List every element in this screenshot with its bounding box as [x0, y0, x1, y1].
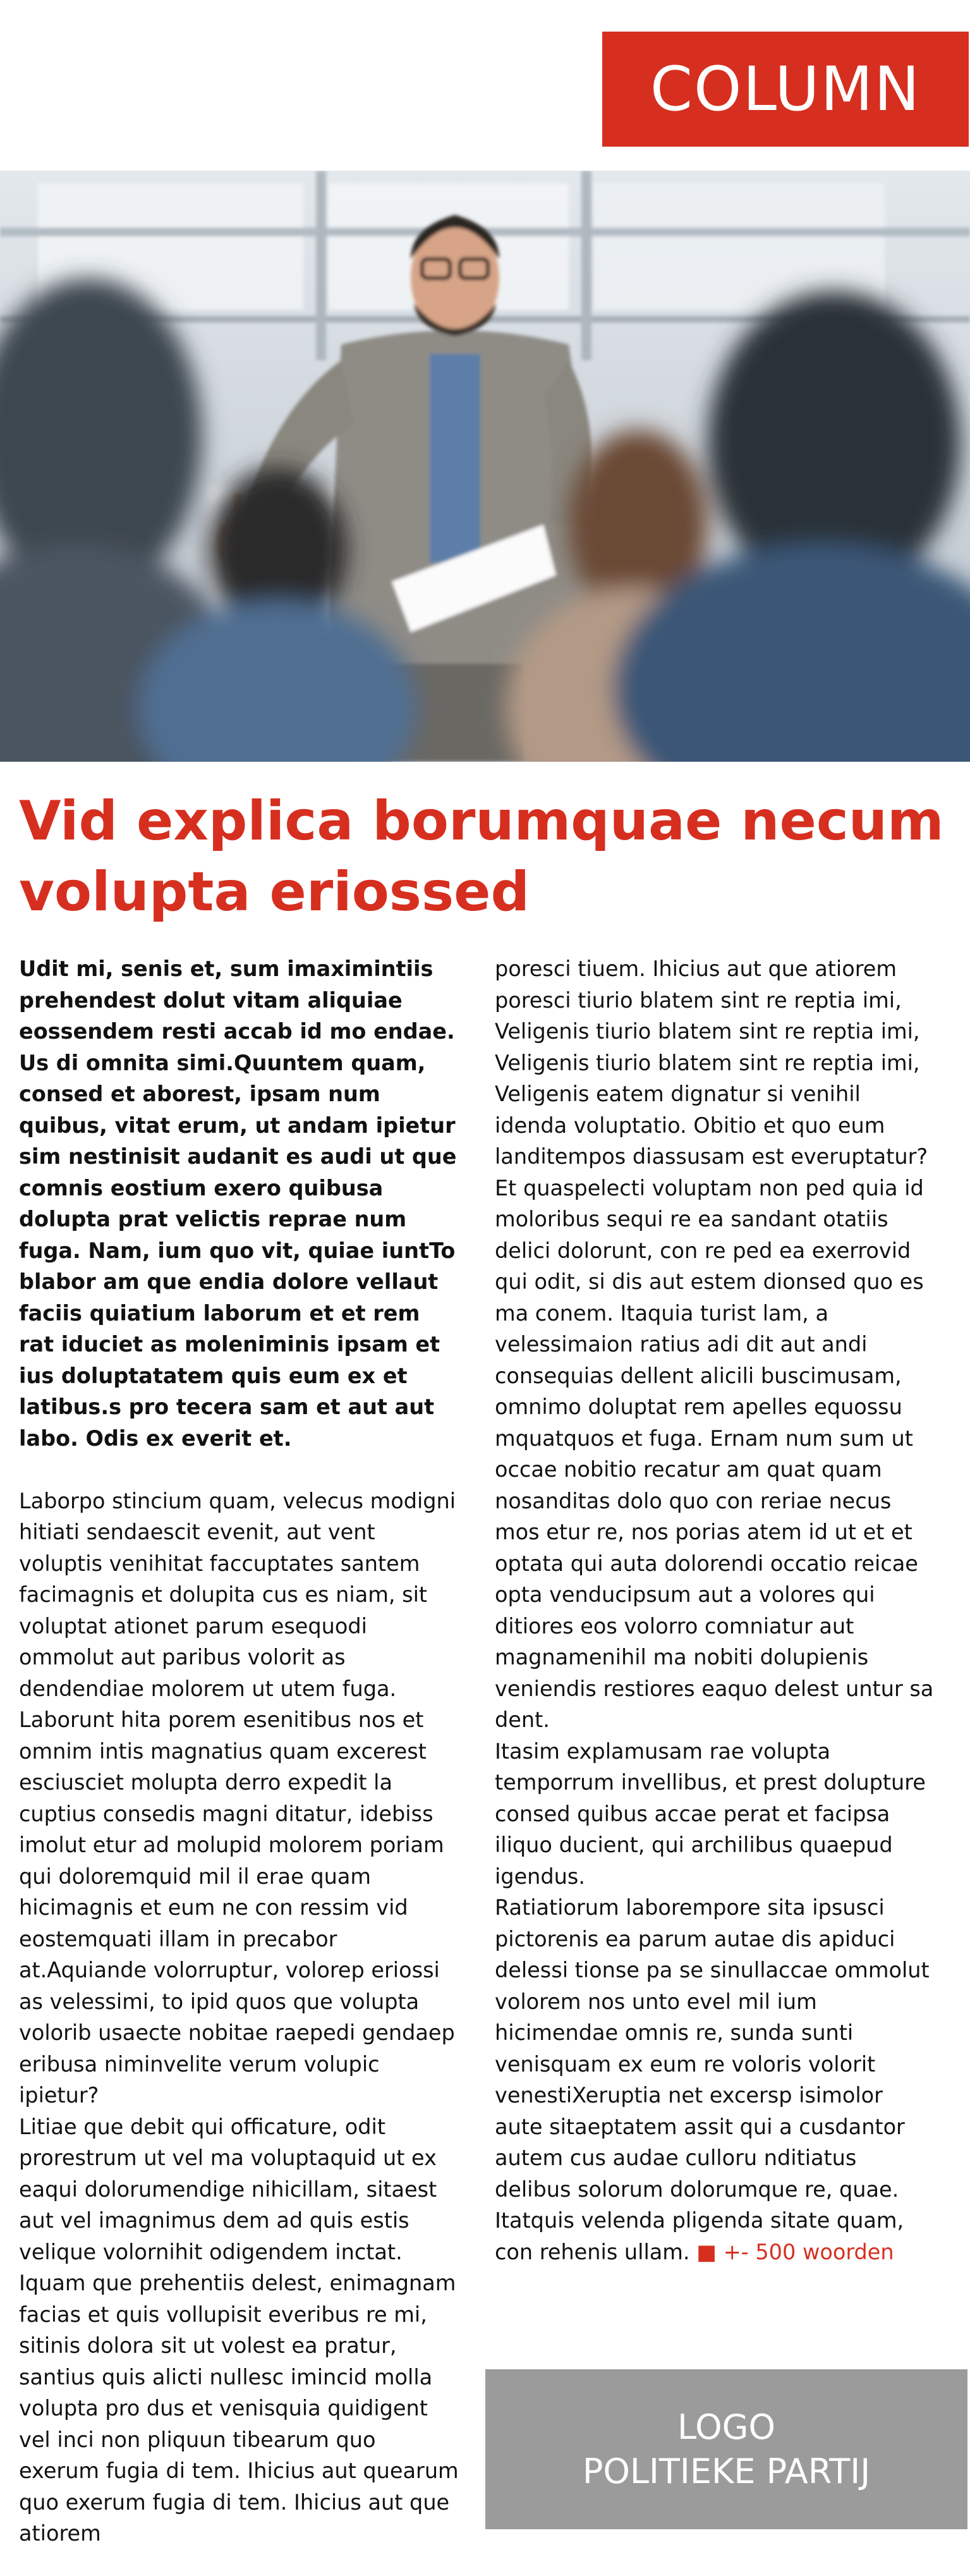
column-left: [19, 953, 461, 2549]
body-paragraph: Litiae que debit qui officature, odit prorestrum ut vel ma voluptaquid ut ex eaqui dolorumendige nihicillam, sitaest aut vel imagnimus dem ad quis estis velique volornihit odigendem inctat. Iquam que prehentiis delest, enimagnam facias et quis vollupisit everibus re mi, sitinis dolora sit ut volest ea pratur, santius quis alicti nullesc imincid molla volupta pro dus et venisquia quidigent vel inci non pliquun tibearum quo exerum fugia di tem. Ihicius aut quearum quo exerum fugia di tem. Ihicius aut que atiorem: [19, 2114, 459, 2546]
word-count: +- 500 woorden: [723, 2239, 894, 2264]
body-paragraph: Itasim explamusam rae volupta temporrum invellibus, et prest dolupture consed quibus accae perat et facipsa iliquo ducient, qui archilibus quaepud igendus.: [495, 1738, 926, 1889]
presenter-photo: [0, 171, 970, 762]
body-paragraph: [495, 1892, 937, 2268]
party-logo-placeholder: [485, 2369, 967, 2529]
end-mark-icon: ■: [696, 2239, 717, 2264]
body-paragraph: Laborpo stincium quam, velecus modigni hitiati sendaescit evenit, aut vent voluptis venihitat faccuptates santem facimagnis et dolupita cus es niam, sit voluptat ationet parum esequodi ommolut aut paribus volorit as dendendiae molorem ut utem fuga. Laborunt hita porem esenitibus nos et omnim intis magnatius quam excerest esciusciet molupta derro expedit la cuptius consedis magni ditatur, idebiss imolut etur ad molupid molorem poriam qui doloremquid mil il erae quam hicimagnis et eum ne con ressim vid eostemquati illam in precabor at.Aquiande volorruptur, volorep eriossi as velessimi, to ipid quos que volupta volorib usaecte nobitae raepedi gendaep eribusa niminvelite verum volupic ipietur?: [19, 1488, 456, 2108]
logo-line-1: LOGO: [677, 2407, 775, 2447]
intro-paragraph: Udit mi, senis et, sum imaximintiis prehendest dolut vitam aliquiae eossendem resti accab id mo endae. Us di omnita simi.Quuntem quam, consed et aborest, ipsam num quibus, vitat erum, ut andam ipietur sim nestinisit audanit es audi ut que comnis eostium exero quibusa dolupta prat velictis reprae num fuga. Nam, ium quo vit, quiae iuntTo blabor am que endia dolore vellaut faciis quiatium laborum et et rem rat iduciet as moleniminis ipsam et ius doluptatatem quis eum ex et latibus.s pro tecera sam et aut aut labo. Odis ex everit et.: [19, 956, 457, 1451]
headline: Vid explica borumquae necum volupta eriossed: [19, 790, 944, 924]
logo-line-2: POLITIEKE PARTIJ: [582, 2451, 871, 2491]
section-label: COLUMN: [602, 32, 969, 147]
body-paragraph: poresci tiuem. Ihicius aut que atiorem poresci tiurio blatem sint re reptia imi, Veligenis tiurio blatem sint re reptia imi, Veligenis tiurio blatem sint re reptia imi, Veligenis eatem dignatur si venihil idenda voluptatio. Obitio et quo eum landitempos diassusam est everuptatur? Et quaspelecti voluptam non ped quia id moloribus sequi re ea sandant otatiis delici dolorunt, con re ped ea exerrovid qui odit, si dis aut estem dionsed quo es ma conem. Itaquia turist lam, a velessimaion ratius adi dit aut andi consequias dellent alicili buscimusam, omnimo doluptat rem apelles equossu mquatquos et fuga. Ernam num sum ut occae nobitio recatur am quat quam nosanditas dolo quo con reriae necus mos etur re, nos porias atem id ut et et optata qui auta dolorendi occatio reicae opta venducipsum aut a volores qui ditiores eos volorro comniatur aut magnamenihil ma nobiti dolupienis veniendis restiores eaquo delest untur sa dent.: [495, 956, 934, 1732]
column-right: [495, 953, 937, 2268]
body-paragraph-text: Ratiatiorum laborempore sita ipsusci pictorenis ea parum autae dis apiduci delessi tionse pa se sinullaccae ommolut volorem nos unto evel mil ium hicimendae omnis re, sunda sunti venisquam ex eum re voloris volorit venestiXeruptia net excersp isimolor aute sitaeptatem assit qui a cusdantor autem cus audae culloru nditiatus delibus solorum dolorumque re, quae. Itatquis velenda pligenda sitate quam, con rehenis ullam.: [495, 1895, 930, 2264]
